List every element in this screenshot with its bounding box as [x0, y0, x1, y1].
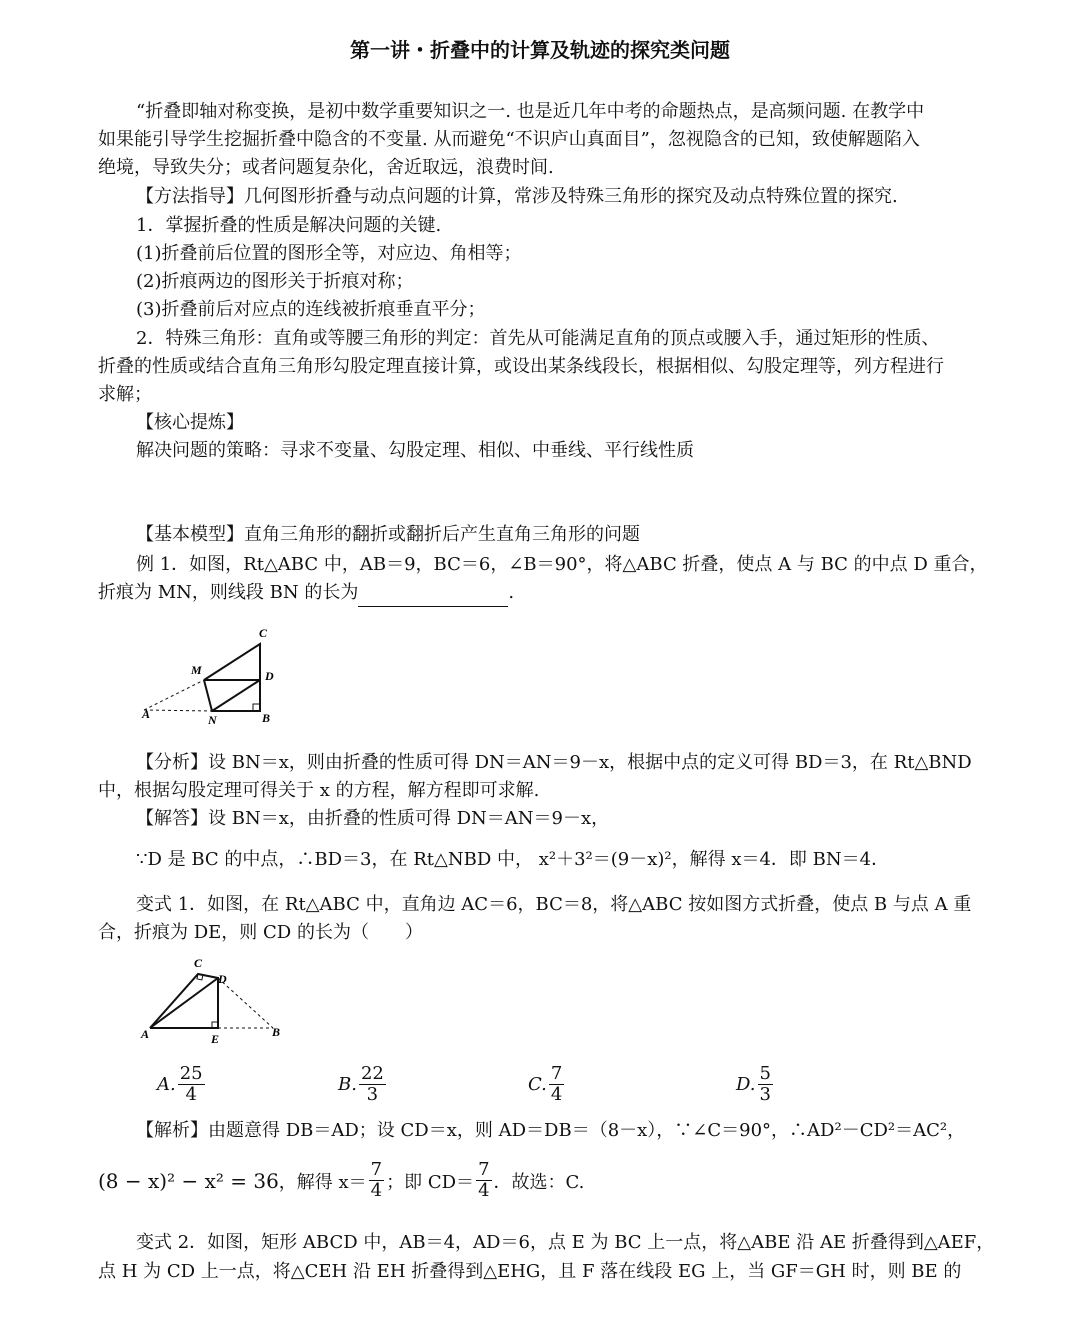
- page-title: 第一讲・折叠中的计算及轨迹的探究类问题: [350, 38, 730, 62]
- sub-point-1: (1)折叠前后位置的图形全等，对应边、角相等；: [136, 243, 522, 264]
- intro-line: 如果能引导学生挖掘折叠中隐含的不变量. 从而避免“不识庐山真面目”，忽视隐含的已知，致使解题陷入: [98, 129, 920, 150]
- option-a-fraction: [178, 1064, 205, 1105]
- example-1-line: 例 1．如图，Rt△ABC 中，AB＝9，BC＝6，∠B＝90°，将△ABC 折叠，使点 A 与 BC 的中点 D 重合，: [136, 554, 988, 575]
- solution-fraction-1: [369, 1160, 384, 1201]
- option-b[interactable]: [338, 1064, 388, 1105]
- variant-1-line: 合，折痕为 DE，则 CD 的长为（ ）: [98, 922, 423, 943]
- variant-2-line: 点 H 为 CD 上一点，将△CEH 沿 EH 折叠得到△EHG，且 F 落在线段 EG 上，当 GF＝GH 时，则 BE 的: [98, 1261, 962, 1282]
- label-n: N: [208, 713, 217, 727]
- point-2-line: 2．特殊三角形：直角或等腰三角形的判定：首先从可能满足直角的顶点或腰入手，通过矩形的性质、: [136, 328, 940, 349]
- label-c: C: [194, 956, 203, 970]
- option-a-label: A.: [157, 1074, 176, 1095]
- option-d-fraction: [758, 1064, 773, 1105]
- solution-fraction-2: [476, 1160, 491, 1201]
- option-a-num: 25: [179, 1063, 203, 1084]
- figure-2: [130, 954, 290, 1049]
- example-1-line: [98, 579, 984, 607]
- answer-blank: [358, 586, 508, 607]
- solution-text: ．故选：C.: [493, 1171, 585, 1193]
- point-2-line: 折叠的性质或结合直角三角形勾股定理直接计算，或设出某条线段长，根据相似、勾股定理等，列方程进行: [98, 356, 944, 377]
- core-text: 解决问题的策略：寻求不变量、勾股定理、相似、中垂线、平行线性质: [136, 440, 694, 461]
- fold-line-an: [144, 710, 212, 711]
- basic-model: 【基本模型】直角三角形的翻折或翻折后产生直角三角形的问题: [136, 524, 640, 545]
- point-2-line: 求解；: [98, 384, 152, 405]
- variant-1-line: 变式 1．如图，在 Rt△ABC 中，直角边 AC＝6，BC＝8，将△ABC 按如图方式折叠，使点 B 与点 A 重: [136, 894, 972, 915]
- option-a-den: 4: [185, 1084, 197, 1105]
- triangle-outline: [204, 644, 260, 711]
- option-c-fraction: [549, 1064, 564, 1105]
- point-1: 1．掌握折叠的性质是解决问题的关键.: [136, 215, 442, 236]
- solution-text: ；即 CD＝: [386, 1171, 475, 1193]
- fraction-2-den: 4: [478, 1180, 490, 1201]
- option-d-label: D.: [736, 1074, 756, 1095]
- example-1-text: 折痕为 MN，则线段 BN 的长为: [98, 582, 359, 603]
- label-a: A: [141, 1027, 150, 1041]
- solution-line: 【解析】由题意得 DB＝AD；设 CD＝x，则 AD＝DB＝（8－x），∵∠C＝90°，∴AD²－CD²＝AC²，: [136, 1120, 966, 1141]
- label-d: D: [265, 669, 274, 683]
- option-d-den: 3: [759, 1084, 771, 1105]
- segment-ad: [150, 978, 218, 1028]
- method-guide: 【方法指导】几何图形折叠与动点问题的计算，常涉及特殊三角形的探究及动点特殊位置的探究.: [136, 186, 898, 207]
- option-c-label: C.: [528, 1074, 547, 1095]
- label-e: E: [211, 1032, 220, 1046]
- intro-line: “折叠即轴对称变换，是初中数学重要知识之一. 也是近几年中考的命题热点，是高频问题. 在教学中: [136, 101, 925, 122]
- label-b: B: [272, 1025, 281, 1039]
- analysis-line: 中，根据勾股定理可得关于 x 的方程，解方程即可求解.: [98, 780, 540, 801]
- option-b-fraction: [359, 1064, 386, 1105]
- answer-line: 【解答】设 BN＝x，由折叠的性质可得 DN＝AN＝9－x，: [136, 808, 610, 829]
- solution-equation-line: [98, 1160, 984, 1201]
- option-b-num: 22: [360, 1063, 384, 1084]
- figure-1: [130, 622, 290, 734]
- right-angle-mark: [253, 704, 260, 711]
- option-d-num: 5: [759, 1063, 771, 1084]
- core-title: 【核心提炼】: [136, 412, 244, 433]
- solution-equation: (8 − x)² − x² = 36: [98, 1168, 279, 1193]
- fraction-1-den: 4: [370, 1180, 383, 1201]
- blank-period: .: [508, 582, 515, 603]
- option-a[interactable]: [157, 1064, 207, 1105]
- solution-text: ，解得 x＝: [278, 1171, 367, 1193]
- option-b-den: 3: [366, 1084, 379, 1105]
- answer-line: ∵D 是 BC 的中点，∴BD＝3，在 Rt△NBD 中， x²＋3²＝(9－x)²，解得 x＝4．即 BN＝4．: [136, 849, 890, 870]
- intro-line: 绝境，导致失分；或者问题复杂化，舍近取远，浪费时间.: [98, 157, 554, 178]
- option-b-label: B.: [338, 1074, 357, 1095]
- right-angle-mark: [197, 974, 203, 980]
- fraction-1-num: 7: [370, 1159, 383, 1180]
- analysis-line: 【分析】设 BN＝x，则由折叠的性质可得 DN＝AN＝9－x，根据中点的定义可得 BD＝3，在 Rt△BND: [136, 752, 972, 773]
- fold-line-am: [144, 680, 204, 710]
- sub-point-2: (2)折痕两边的图形关于折痕对称；: [136, 271, 414, 292]
- variant-2-line: 变式 2．如图，矩形 ABCD 中，AB＝4，AD＝6，点 E 为 BC 上一点，将△ABE 沿 AE 折叠得到△AEF，: [136, 1232, 995, 1253]
- sub-point-3: (3)折叠前后对应点的连线被折痕垂直平分；: [136, 299, 486, 320]
- option-c-den: 4: [550, 1084, 563, 1105]
- label-d: D: [218, 972, 227, 986]
- option-c-num: 7: [550, 1063, 563, 1084]
- option-c[interactable]: [528, 1064, 566, 1105]
- label-m: M: [191, 663, 202, 677]
- label-a: A: [142, 707, 151, 721]
- option-d[interactable]: [736, 1064, 775, 1105]
- fraction-2-num: 7: [478, 1159, 490, 1180]
- label-b: B: [262, 711, 271, 725]
- label-c: C: [259, 626, 268, 640]
